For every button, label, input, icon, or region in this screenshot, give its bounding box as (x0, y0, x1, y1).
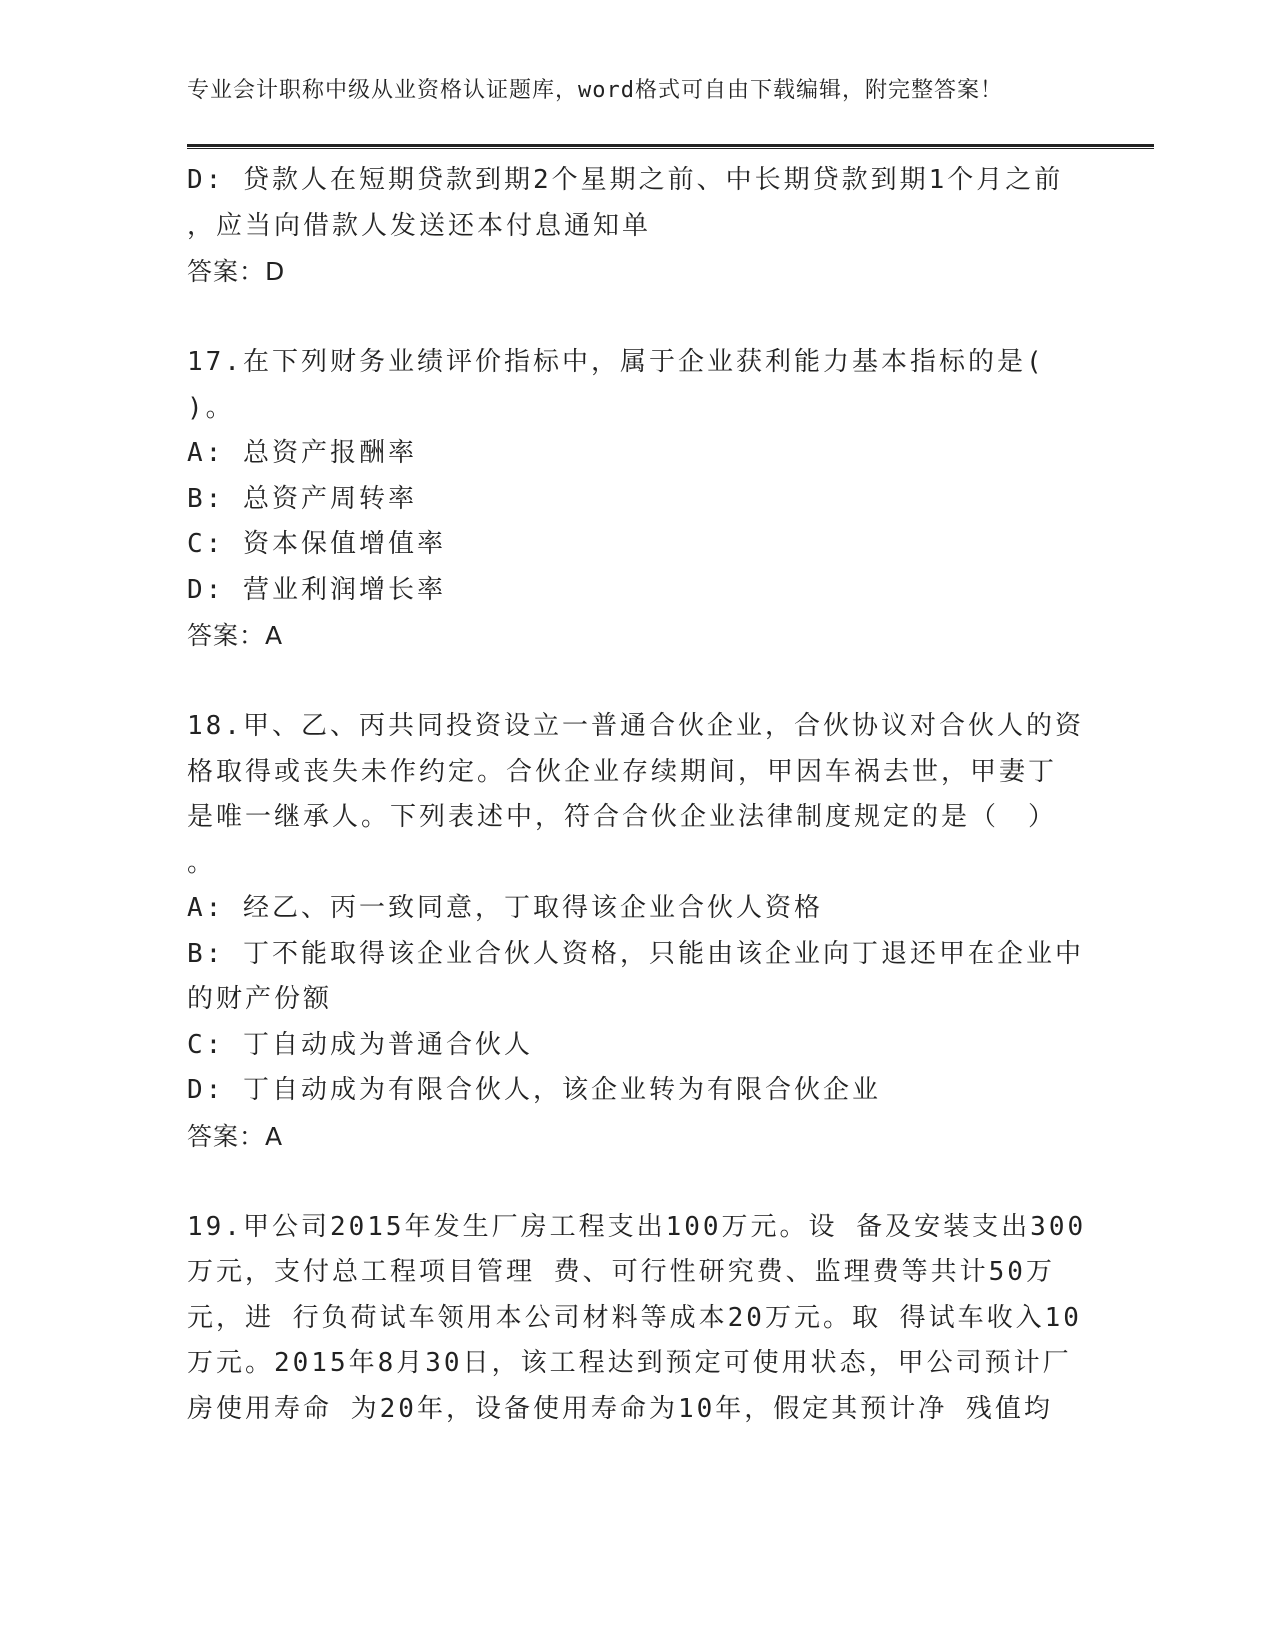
spacer (187, 295, 1087, 341)
q18-stem-line1: 18.甲、乙、丙共同投资设立一普通合伙企业，合伙协议对合伙人的资 (187, 711, 1084, 741)
question-17 (187, 340, 1087, 659)
question-19 (187, 1205, 1087, 1433)
question-18 (187, 704, 1087, 1159)
q18-option-b-line1: B: 丁不能取得该企业合伙人资格，只能由该企业向丁退还甲在企业中 (187, 938, 1084, 969)
q17-stem-line2: )。 (187, 392, 235, 423)
q17-option-c: C: 资本保值增值率 (187, 529, 446, 559)
q16-answer: 答案：D (187, 257, 286, 286)
q17-stem-line1: 17.在下列财务业绩评价指标中，属于企业获利能力基本指标的是( (187, 347, 1045, 377)
q19-stem-line5: 房使用寿命 为20年，设备使用寿命为10年，假定其预计净 残值均 (187, 1393, 1053, 1424)
q18-stem-line3: 是唯一继承人。下列表述中，符合合伙企业法律制度规定的是（ ） (187, 802, 1058, 832)
q17-option-a: A: 总资产报酬率 (187, 438, 417, 468)
spacer (187, 1159, 1087, 1205)
q18-answer: 答案：A (187, 1121, 284, 1151)
page-header-title: 专业会计职称中级从业资格认证题库，word格式可自由下载编辑，附完整答案！ (187, 78, 1003, 103)
q16-option-d-line1: D: 贷款人在短期贷款到期2个星期之前、中长期贷款到期1个月之前 (187, 165, 1064, 195)
question-16 (187, 158, 1087, 295)
q18-option-d: D: 丁自动成为有限合伙人，该企业转为有限合伙企业 (187, 1075, 881, 1105)
q16-option-d-line2: ，应当向借款人发送还本付息通知单 (187, 210, 652, 241)
q19-stem-line4: 万元。2015年8月30日，该工程达到预定可使用状态，甲公司预计厂 (187, 1348, 1072, 1378)
q19-stem-line3: 元，进 行负荷试车领用本公司材料等成本20万元。取 得试车收入10 (187, 1302, 1082, 1333)
q17-option-d: D: 营业利润增长率 (187, 574, 446, 605)
q18-stem-line2: 格取得或丧失未作约定。合伙企业存续期间，甲因车祸去世，甲妻丁 (187, 756, 1058, 787)
spacer (187, 659, 1087, 705)
q17-option-b: B: 总资产周转率 (187, 483, 417, 514)
question-content (187, 158, 1087, 1432)
q19-stem-line1: 19.甲公司2015年发生厂房工程支出100万元。设 备及安装支出300 (187, 1211, 1087, 1242)
q17-answer: 答案：A (187, 621, 284, 650)
header-divider (187, 144, 1154, 149)
q18-option-c: C: 丁自动成为普通合伙人 (187, 1029, 533, 1060)
q19-stem-line2: 万元，支付总工程项目管理 费、可行性研究费、监理费等共计50万 (187, 1257, 1055, 1287)
q18-option-b-line2: 的财产份额 (187, 984, 333, 1014)
q18-option-a: A: 经乙、丙一致同意，丁取得该企业合伙人资格 (187, 893, 823, 923)
q18-stem-line4: 。 (187, 847, 217, 878)
